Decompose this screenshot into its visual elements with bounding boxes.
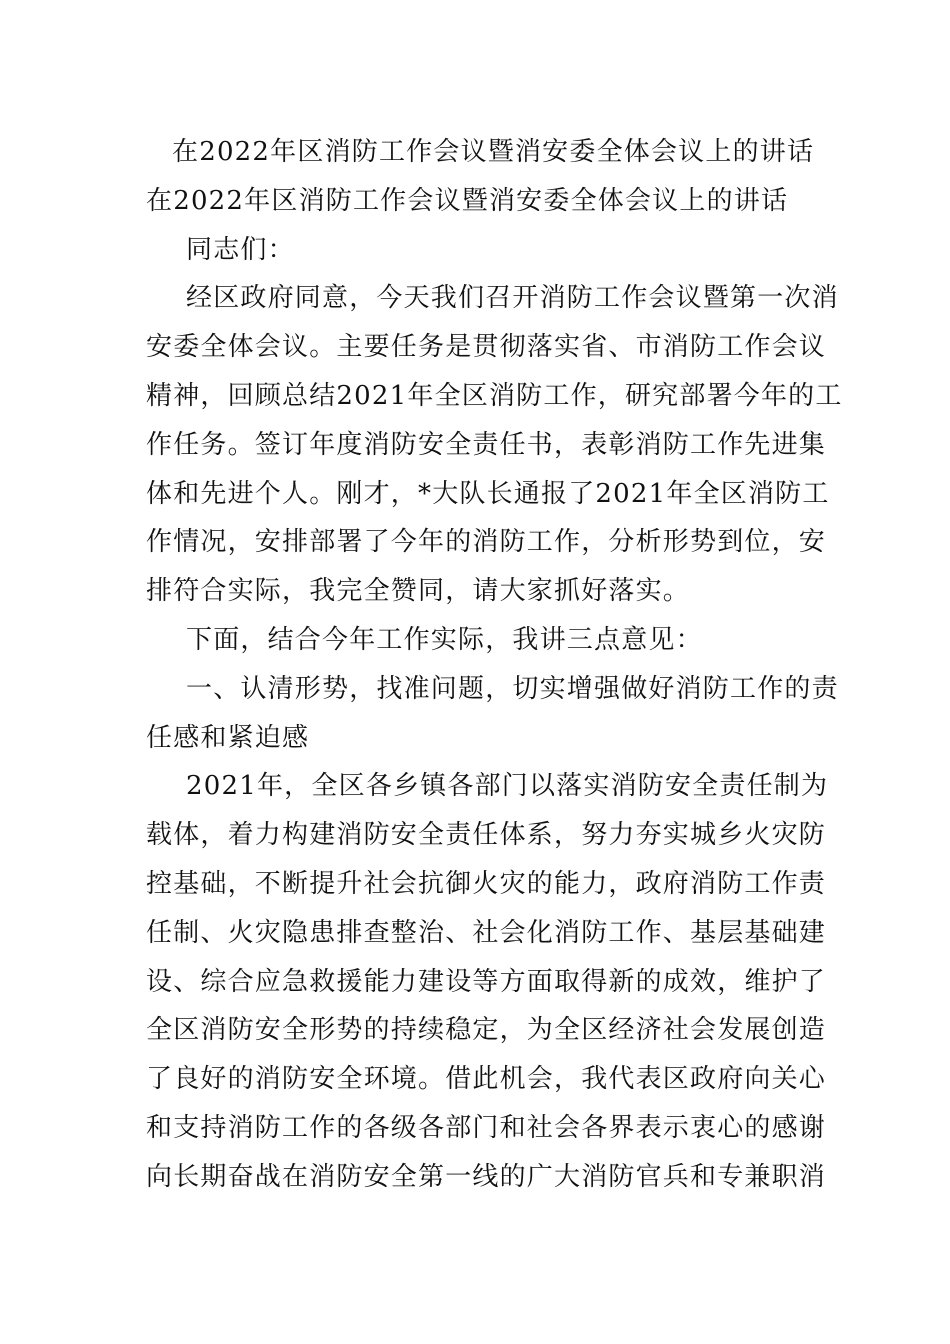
paragraph-line: 安委全体会议。主要任务是贯彻落实省、市消防工作会议	[146, 332, 827, 363]
section-heading: 任感和紧迫感	[146, 722, 310, 753]
paragraph-line: 了良好的消防安全环境。借此机会，我代表区政府向关心	[146, 1064, 827, 1095]
paragraph-line: 体和先进个人。刚才，*大队长通报了2021年全区消防工	[146, 478, 830, 509]
paragraph-line: 下面，结合今年工作实际，我讲三点意见：	[186, 624, 703, 655]
paragraph-line: 排符合实际，我完全赞同，请大家抓好落实。	[146, 576, 691, 607]
paragraph-line: 作任务。签订年度消防安全责任书，表彰消防工作先进集	[146, 429, 827, 460]
document-body	[146, 128, 843, 1202]
paragraph-line: 2021年，全区各乡镇各部门以落实消防安全责任制为	[186, 771, 829, 802]
paragraph-line: 向长期奋战在消防安全第一线的广大消防官兵和专兼职消	[146, 1161, 827, 1192]
paragraph-line: 精神，回顾总结2021年全区消防工作，研究部署今年的工	[146, 380, 843, 411]
paragraph-line: 任制、火灾隐患排查整治、社会化消防工作、基层基础建	[146, 917, 827, 948]
paragraph-line: 经区政府同意，今天我们召开消防工作会议暨第一次消	[186, 283, 839, 314]
paragraph-line: 设、综合应急救援能力建设等方面取得新的成效，维护了	[146, 966, 827, 997]
paragraph-line: 和支持消防工作的各级各部门和社会各界表示衷心的感谢	[146, 1112, 827, 1143]
paragraph-line: 作情况，安排部署了今年的消防工作，分析形势到位，安	[146, 527, 827, 558]
document-title: 在2022年区消防工作会议暨消安委全体会议上的讲话	[172, 137, 815, 167]
paragraph-line: 全区消防安全形势的持续稳定，为全区经济社会发展创造	[146, 1015, 827, 1046]
salutation: 同志们：	[186, 234, 295, 265]
document-title-repeat: 在2022年区消防工作会议暨消安委全体会议上的讲话	[146, 185, 789, 216]
paragraph-line: 控基础，不断提升社会抗御火灾的能力，政府消防工作责	[146, 868, 827, 899]
section-heading: 一、认清形势，找准问题，切实增强做好消防工作的责	[186, 673, 839, 704]
paragraph-line: 载体，着力构建消防安全责任体系，努力夯实城乡火灾防	[146, 820, 827, 851]
